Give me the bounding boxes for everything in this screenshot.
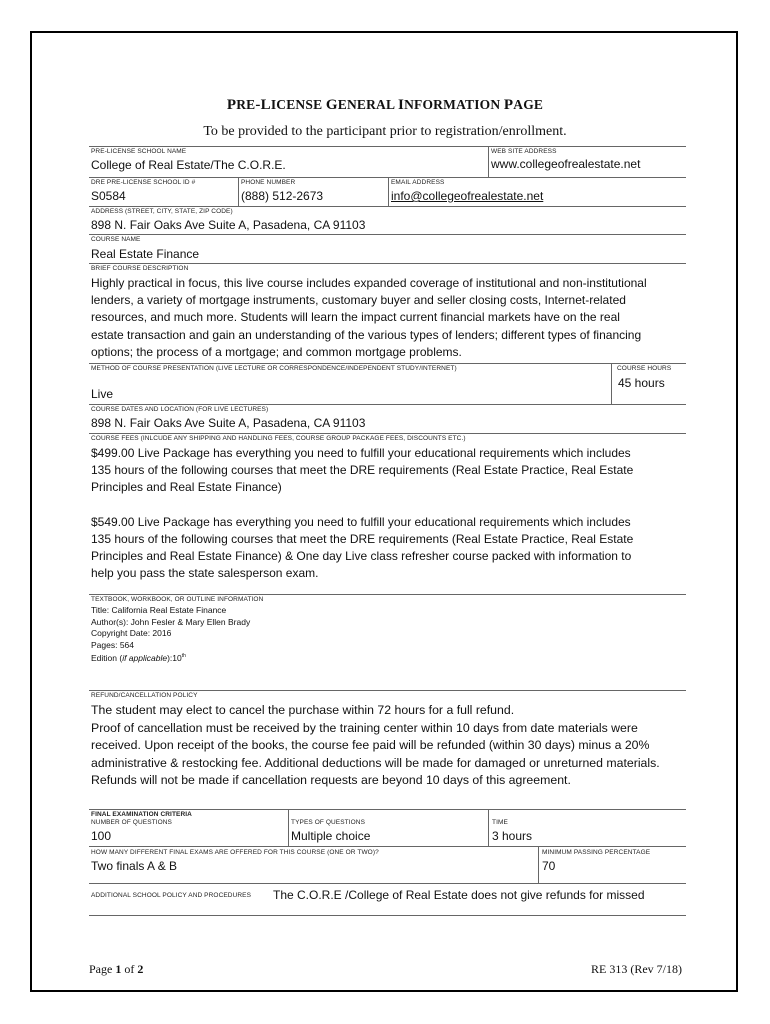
dates-label: COURSE DATES AND LOCATION (FOR LIVE LECTURES) [91, 406, 269, 413]
fees-line: 135 hours of the following courses that meet the DRE requirements (Real Estate Practice, Real Estate [91, 463, 634, 478]
divider [488, 809, 489, 846]
description-line: options; the process of a mortgage; and common mortgage problems. [91, 344, 462, 359]
divider [89, 206, 686, 207]
divider [89, 363, 686, 364]
divider [89, 234, 686, 235]
fees-line: help you pass the state salesperson exam. [91, 566, 319, 581]
form-title: PRE-LICENSE GENERAL INFORMATION PAGE [226, 97, 544, 113]
method-label: METHOD OF COURSE PRESENTATION (LIVE LECTURE OR CORRESPONDENCE/INDEPENDENT STUDY/INTERNET) [91, 365, 457, 372]
dates-field[interactable]: 898 N. Fair Oaks Ave Suite A, Pasadena, CA 91103 [91, 416, 366, 430]
method-field[interactable]: Live [91, 387, 114, 401]
question-types-field[interactable]: Multiple choice [291, 829, 371, 843]
time-label: TIME [492, 819, 508, 826]
hours-field[interactable]: 45 hours [618, 376, 665, 390]
fees-line: Principles and Real Estate Finance) & One day Live class refresher course packed with information to [91, 549, 632, 564]
divider [89, 404, 686, 405]
divider [388, 177, 389, 206]
textbook-field[interactable] [91, 605, 250, 665]
divider [288, 809, 289, 846]
refund-line: Proof of cancellation must be received by the training center within 10 days from date materials were [91, 720, 638, 735]
textbook-title: Title: California Real Estate Finance [91, 605, 227, 615]
refund-line: The student may elect to cancel the purchase within 72 hours for a full refund. [91, 703, 515, 717]
time-field[interactable]: 3 hours [492, 829, 533, 843]
school-name-field[interactable]: College of Real Estate/The C.O.R.E. [91, 158, 286, 172]
description-label: BRIEF COURSE DESCRIPTION [91, 265, 189, 272]
description-line: resources, and much more. Students will learn the impact current financial markets have on the real [91, 310, 620, 325]
refund-label: REFUND/CANCELLATION POLICY [91, 692, 198, 699]
form-subtitle: To be provided to the participant prior to registration/enrollment. [203, 124, 567, 139]
school-id-label: DRE PRE-LICENSE SCHOOL ID # [91, 179, 196, 186]
divider [89, 263, 686, 264]
refund-line: received. Upon receipt of the books, the course fee paid will be refunded (within 30 days) minus a 20% [91, 738, 650, 753]
page-number: Page 1 of 2 [89, 962, 144, 976]
passing-field[interactable]: 70 [542, 859, 556, 873]
exam-count-field[interactable]: Two finals A & B [91, 859, 178, 873]
course-name-field[interactable]: Real Estate Finance [91, 247, 200, 261]
textbook-label: TEXTBOOK, WORKBOOK, OR OUTLINE INFORMATION [91, 596, 264, 603]
fees-line: $499.00 Live Package has everything you need to fulfill your educational requirements which includes [91, 446, 631, 460]
divider [238, 177, 239, 206]
fees-line: $549.00 Live Package has everything you need to fulfill your educational requirements which includes [91, 514, 631, 529]
refund-field[interactable] [91, 702, 685, 790]
website-label: WEB SITE ADDRESS [491, 148, 557, 155]
divider [89, 846, 686, 847]
divider [611, 363, 612, 404]
course-name-label: COURSE NAME [91, 236, 141, 243]
description-line: lenders, a variety of mortgage instruments, customary buyer and seller closing costs, Internet-related [91, 293, 626, 308]
hours-label: COURSE HOURS [617, 365, 672, 372]
fees-field[interactable] [91, 445, 685, 583]
textbook-authors: Author(s): John Fesler & Mary Ellen Brady [91, 616, 251, 627]
num-questions-field[interactable]: 100 [91, 829, 112, 843]
description-line: Highly practical in focus, this live course includes expanded coverage of institutional and non-institutional [91, 276, 647, 290]
textbook-edition: Edition (if applicable):10th [91, 653, 186, 664]
divider [89, 594, 686, 595]
exam-count-label: HOW MANY DIFFERENT FINAL EXAMS ARE OFFERED FOR THIS COURSE (ONE OR TWO)? [91, 849, 379, 856]
fees-line: 135 hours of the following courses that meet the DRE requirements (Real Estate Practice, Real Estate [91, 532, 634, 546]
email-label: EMAIL ADDRESS [391, 179, 445, 186]
policy-label: ADDITIONAL SCHOOL POLICY AND PROCEDURES [91, 892, 252, 899]
refund-line: administrative & restocking fee. Additional deductions will be made for damaged or unreturned materials. [91, 755, 660, 770]
num-questions-label: NUMBER OF QUESTIONS [91, 819, 172, 826]
divider [488, 146, 489, 177]
fees-label: COURSE FEES (INLCUDE ANY SHIPPING AND HANDLING FEES, COURSE GROUP PACKAGE FEES, DISCOUNTS ETC.) [91, 435, 466, 442]
divider [89, 146, 686, 147]
address-label: ADDRESS (STREET, CITY, STATE, ZIP CODE) [91, 208, 233, 215]
form-id: RE 313 (Rev 7/18) [591, 962, 682, 976]
divider [89, 809, 686, 810]
exam-criteria-label: FINAL EXAMINATION CRITERIA [91, 811, 192, 818]
divider [89, 883, 686, 884]
fees-line: Principles and Real Estate Finance) [91, 480, 282, 495]
description-line: estate transaction and gain an understanding of the various types of lenders; different types of financing [91, 327, 642, 342]
policy-field[interactable]: The C.O.R.E /College of Real Estate does not give refunds for missed [273, 888, 645, 902]
school-name-label: PRE-LICENSE SCHOOL NAME [91, 148, 187, 155]
address-field[interactable]: 898 N. Fair Oaks Ave Suite A, Pasadena, CA 91103 [91, 218, 366, 232]
phone-field[interactable]: (888) 512-2673 [241, 189, 324, 203]
question-types-label: TYPES OF QUESTIONS [291, 819, 366, 826]
divider [89, 433, 686, 434]
divider [538, 846, 539, 883]
textbook-pages: Pages: 564 [91, 639, 135, 650]
school-id-field[interactable]: S0584 [91, 189, 126, 203]
passing-label: MINIMUM PASSING PERCENTAGE [542, 849, 651, 856]
divider [89, 690, 686, 691]
divider [89, 915, 686, 916]
textbook-copyright: Copyright Date: 2016 [91, 628, 172, 639]
description-field[interactable] [91, 275, 685, 361]
phone-label: PHONE NUMBER [241, 179, 296, 186]
email-link[interactable]: info@collegeofrealestate.net [391, 189, 544, 203]
website-field[interactable]: www.collegeofrealestate.net [491, 157, 641, 171]
refund-line: Refunds will not be made if cancellation requests are beyond 10 days of this agreement. [91, 773, 571, 788]
